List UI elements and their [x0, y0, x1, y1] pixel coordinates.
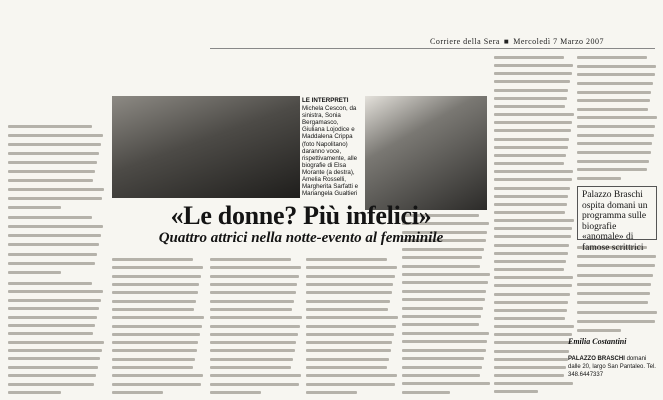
placeholder-text-line	[402, 366, 482, 369]
placeholder-text-line	[577, 91, 651, 94]
placeholder-text-line	[494, 203, 567, 206]
placeholder-text-line	[494, 121, 572, 124]
sidebar-box	[577, 186, 657, 253]
writer-photo	[365, 96, 487, 210]
placeholder-text-line	[8, 262, 95, 265]
placeholder-text-line	[112, 300, 196, 303]
placeholder-text-line	[402, 374, 480, 377]
placeholder-text-line	[8, 170, 95, 173]
masthead-separator: ■	[503, 37, 510, 46]
placeholder-text-line	[210, 325, 300, 328]
placeholder-text-line	[112, 358, 195, 361]
placeholder-text-line	[402, 256, 482, 259]
placeholder-text-line	[494, 244, 569, 247]
placeholder-text-line	[577, 56, 647, 59]
top-rule	[210, 48, 655, 49]
placeholder-text-line	[210, 266, 301, 269]
placeholder-text-line	[402, 340, 487, 343]
placeholder-text-line	[494, 227, 572, 230]
placeholder-text-line	[8, 349, 102, 352]
sidebar-text: Palazzo Braschi ospita domani un programma sulle biografie «anomale» di famose scrittrici	[582, 190, 648, 253]
placeholder-text-line	[8, 299, 101, 302]
placeholder-text-line	[306, 258, 387, 261]
placeholder-text-line	[112, 316, 204, 319]
placeholder-text-line	[306, 300, 390, 303]
placeholder-text-line	[306, 333, 394, 336]
placeholder-text-line	[577, 65, 656, 68]
placeholder-text-line	[577, 73, 655, 76]
placeholder-text-line	[494, 390, 538, 393]
masthead	[430, 37, 604, 46]
placeholder-text-line	[494, 374, 564, 377]
placeholder-text-line	[8, 341, 104, 344]
placeholder-text-line	[306, 325, 396, 328]
placeholder-text-line	[306, 391, 357, 394]
placeholder-text-line	[494, 105, 565, 108]
placeholder-text-line	[494, 268, 564, 271]
placeholder-text-line	[577, 177, 621, 180]
placeholder-text-line	[210, 308, 292, 311]
placeholder-text-line	[210, 283, 297, 286]
placeholder-text-line	[210, 374, 301, 377]
placeholder-text-line	[494, 301, 568, 304]
text-column-middle-one	[112, 258, 204, 394]
placeholder-text-line	[494, 366, 566, 369]
placeholder-text-line	[210, 358, 293, 361]
placeholder-text-line	[402, 290, 486, 293]
placeholder-text-line	[112, 383, 201, 386]
placeholder-text-line	[494, 64, 573, 67]
caption-title: LE INTERPRETI	[302, 97, 349, 104]
text-column-middle-two	[210, 258, 302, 394]
placeholder-text-line	[210, 333, 298, 336]
caption-text: Michela Cescon, da sinistra, Sonia Bergamasco, Giuliana Lojodice e Maddalena Crippa (foto Napolitano) daranno voce, rispettivamente, alle biografie di Elsa Morante (a destra), Amelia Rosselli, Margherita Sarfatti e Mariangela Gualtieri	[302, 105, 359, 198]
placeholder-text-line	[210, 341, 296, 344]
placeholder-text-line	[112, 374, 203, 377]
placeholder-text-line	[112, 333, 200, 336]
placeholder-text-line	[577, 116, 657, 119]
placeholder-text-line	[8, 391, 61, 394]
placeholder-text-line	[402, 298, 485, 301]
placeholder-text-line	[8, 125, 92, 128]
placeholder-text-line	[577, 283, 651, 286]
placeholder-text-line	[8, 234, 101, 237]
placeholder-text-line	[494, 252, 568, 255]
placeholder-text-line	[8, 366, 98, 369]
text-column-middle-three	[306, 258, 398, 394]
placeholder-text-line	[306, 349, 391, 352]
placeholder-text-line	[8, 253, 97, 256]
placeholder-text-line	[577, 108, 648, 111]
placeholder-text-line	[8, 357, 100, 360]
placeholder-text-line	[8, 332, 93, 335]
placeholder-text-line	[112, 291, 198, 294]
placeholder-text-line	[306, 275, 395, 278]
placeholder-text-line	[112, 275, 201, 278]
placeholder-text-line	[494, 260, 566, 263]
placeholder-text-line	[8, 161, 97, 164]
placeholder-text-line	[8, 216, 92, 219]
placeholder-text-line	[8, 316, 97, 319]
placeholder-text-line	[577, 151, 651, 154]
placeholder-text-line	[577, 99, 650, 102]
placeholder-text-line	[8, 243, 99, 246]
subheadline: Quattro attrici nella notte-evento al femminile	[158, 230, 444, 246]
placeholder-text-line	[494, 170, 573, 173]
placeholder-text-line	[494, 293, 570, 296]
placeholder-text-line	[306, 316, 398, 319]
placeholder-text-line	[402, 349, 486, 352]
placeholder-text-line	[8, 143, 101, 146]
placeholder-text-line	[402, 323, 479, 326]
placeholder-text-line	[306, 266, 397, 269]
event-details: domani dalle 20, largo San Pantaleo. Tel. 348.6447337	[568, 356, 656, 378]
placeholder-text-line	[306, 374, 397, 377]
placeholder-text-line	[8, 134, 103, 137]
placeholder-text-line	[306, 308, 388, 311]
placeholder-text-line	[402, 391, 450, 394]
placeholder-text-line	[577, 292, 650, 295]
placeholder-text-line	[402, 315, 481, 318]
placeholder-text-line	[494, 309, 567, 312]
placeholder-text-line	[112, 325, 202, 328]
placeholder-text-line	[494, 187, 570, 190]
placeholder-text-line	[8, 324, 95, 327]
placeholder-text-line	[8, 179, 93, 182]
publication-date: Mercoledì 7 Marzo 2007	[513, 37, 605, 46]
placeholder-text-line	[577, 255, 656, 258]
group-photo	[112, 96, 300, 198]
placeholder-text-line	[577, 274, 653, 277]
placeholder-text-line	[494, 113, 574, 116]
placeholder-text-line	[577, 301, 648, 304]
placeholder-text-line	[577, 142, 652, 145]
event-venue: PALAZZO BRASCHI	[568, 356, 625, 362]
placeholder-text-line	[402, 307, 483, 310]
placeholder-text-line	[494, 350, 569, 353]
placeholder-text-line	[494, 219, 574, 222]
placeholder-text-line	[210, 300, 294, 303]
event-address	[568, 355, 658, 379]
placeholder-text-line	[112, 258, 193, 261]
placeholder-text-line	[494, 89, 568, 92]
placeholder-text-line	[494, 341, 571, 344]
placeholder-text-line	[112, 266, 203, 269]
placeholder-text-line	[112, 391, 163, 394]
placeholder-text-line	[112, 366, 193, 369]
placeholder-text-line	[577, 320, 655, 323]
placeholder-text-line	[494, 97, 567, 100]
placeholder-text-line	[210, 316, 302, 319]
placeholder-text-line	[112, 349, 197, 352]
placeholder-text-line	[8, 282, 92, 285]
placeholder-text-line	[8, 188, 104, 191]
placeholder-text-line	[577, 160, 649, 163]
placeholder-text-line	[8, 197, 102, 200]
placeholder-text-line	[8, 225, 103, 228]
placeholder-text-line	[210, 391, 261, 394]
placeholder-text-line	[8, 307, 99, 310]
placeholder-text-line	[577, 264, 655, 267]
placeholder-text-line	[112, 308, 194, 311]
placeholder-text-line	[112, 283, 199, 286]
placeholder-text-line	[402, 382, 490, 385]
placeholder-text-line	[306, 358, 389, 361]
placeholder-text-line	[577, 134, 654, 137]
placeholder-text-line	[494, 80, 570, 83]
placeholder-text-line	[402, 332, 489, 335]
placeholder-text-line	[402, 273, 490, 276]
placeholder-text-line	[494, 284, 572, 287]
placeholder-text-line	[494, 276, 573, 279]
placeholder-text-line	[494, 333, 572, 336]
placeholder-text-line	[494, 56, 564, 59]
author-byline: Emilia Costantini	[568, 337, 627, 346]
placeholder-text-line	[402, 281, 488, 284]
text-column-right-two	[494, 56, 574, 394]
placeholder-text-line	[8, 152, 99, 155]
placeholder-text-line	[577, 329, 621, 332]
placeholder-text-line	[306, 341, 392, 344]
placeholder-text-line	[494, 382, 573, 385]
placeholder-text-line	[306, 291, 392, 294]
placeholder-text-line	[402, 357, 484, 360]
headline: «Le donne? Più infelici»	[170, 201, 432, 230]
placeholder-text-line	[494, 178, 572, 181]
placeholder-text-line	[494, 138, 569, 141]
placeholder-text-line	[8, 271, 61, 274]
placeholder-text-line	[494, 129, 571, 132]
placeholder-text-line	[210, 383, 299, 386]
placeholder-text-line	[402, 248, 484, 251]
placeholder-text-line	[494, 317, 565, 320]
text-column-right-three	[577, 56, 657, 180]
placeholder-text-line	[8, 206, 61, 209]
placeholder-text-line	[210, 291, 296, 294]
placeholder-text-line	[306, 383, 395, 386]
text-column-left-top	[8, 125, 104, 209]
placeholder-text-line	[306, 283, 393, 286]
placeholder-text-line	[402, 265, 480, 268]
placeholder-text-line	[577, 311, 657, 314]
placeholder-text-line	[306, 366, 387, 369]
placeholder-text-line	[8, 374, 96, 377]
text-column-left-middle	[8, 216, 104, 274]
placeholder-text-line	[577, 168, 647, 171]
placeholder-text-line	[210, 275, 299, 278]
placeholder-text-line	[210, 349, 295, 352]
placeholder-text-line	[210, 366, 291, 369]
placeholder-text-line	[494, 72, 572, 75]
placeholder-text-line	[494, 325, 574, 328]
placeholder-text-line	[210, 258, 291, 261]
placeholder-text-line	[494, 195, 568, 198]
placeholder-text-line	[577, 125, 655, 128]
placeholder-text-line	[494, 211, 565, 214]
text-column-right-four	[577, 246, 657, 332]
placeholder-text-line	[8, 290, 103, 293]
placeholder-text-line	[494, 146, 568, 149]
placeholder-text-line	[494, 154, 566, 157]
placeholder-text-line	[8, 383, 94, 386]
placeholder-text-line	[494, 162, 564, 165]
placeholder-text-line	[494, 235, 571, 238]
placeholder-text-line	[494, 358, 568, 361]
publication-name: Corriere della Sera	[430, 37, 500, 46]
placeholder-text-line	[577, 82, 653, 85]
text-column-left-bottom	[8, 282, 104, 394]
placeholder-text-line	[112, 341, 198, 344]
photo-caption	[302, 97, 362, 197]
